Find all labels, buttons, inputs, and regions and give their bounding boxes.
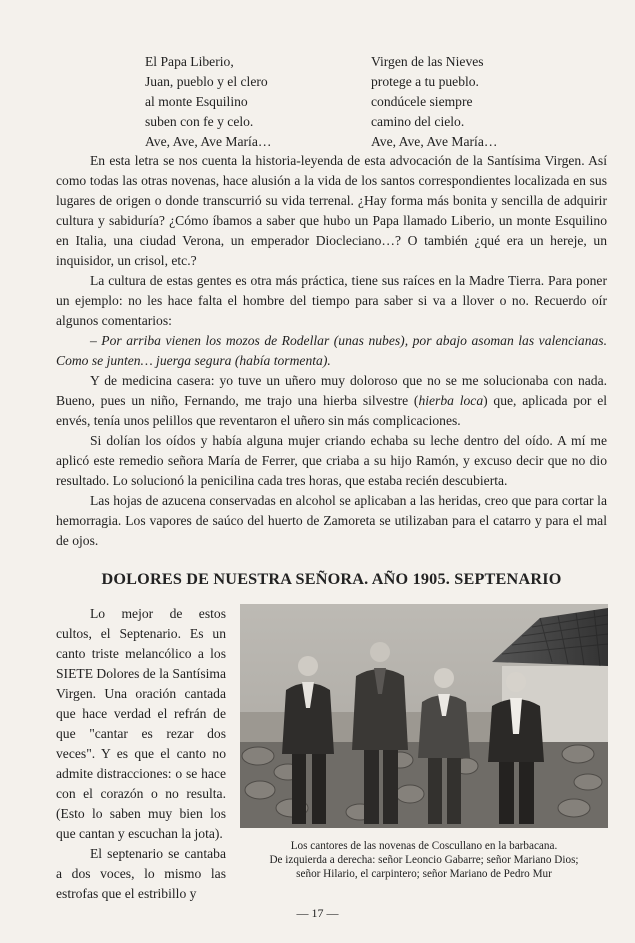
paragraph: Las hojas de azucena conservadas en alcohol se aplicaban a las heridas, creo que para cortar la hemorragia. Los vapores de saúco del huerto de Zamoreta se utilizaban para el catarro y para el mal de ojos.: [56, 493, 607, 548]
paragraph: En esta letra se nos cuenta la historia-leyenda de esta advocación de la Santísima Virgen. Así como todas las otras novenas, hace alusión a la vida de los santos correspondientes localizada en sus lugares de origen o donde transcurrió su vida terrenal. ¿Hay forma más bonita y sencilla de adquirir cultura y sabiduría? ¿Cómo íbamos a saber que hubo un Papa llamado Liberio, un monte Esquilino en Italia, una ciudad Verona, un emperador Diocleciano…? O también ¿qué era un hereje, un inquisidor, un crisol, etc.?: [56, 153, 607, 268]
photo-caption: [240, 839, 608, 881]
verse-column-left: [145, 52, 271, 152]
paragraph: La cultura de estas gentes es otra más práctica, tiene sus raíces en la Madre Tierra. Para poner un ejemplo: no les hace falta el hombre del tiempo para saber si va a llover o no. Recuerdo oír algunos comentarios:: [56, 273, 607, 328]
verse-line: condúcele siempre: [371, 94, 473, 109]
caption-line: Los cantores de las novenas de Coscullano en la barbacana.: [290, 840, 558, 852]
body-text: [56, 151, 607, 551]
paragraph: [56, 371, 607, 431]
verse-line: camino del cielo.: [371, 114, 465, 129]
verse-line: El Papa Liberio,: [145, 54, 234, 69]
page-number: — 17 —: [296, 906, 339, 920]
verse-line: protege a tu pueblo.: [371, 74, 479, 89]
verse-line: Juan, pueblo y el clero: [145, 74, 268, 89]
text-run: ) que, aplicada por el envés, tenía unos pelillos que reventaron el uñero sin más complicaciones.: [56, 393, 608, 428]
verse-line: Ave, Ave, Ave María…: [371, 134, 498, 149]
weather-saying-quote: – Por arriba vienen los mozos de Rodellar (unas nubes), por abajo asoman las valencianas. Como se junten… juerga segura (había tormenta).: [56, 333, 607, 368]
paragraph: Lo mejor de estos cultos, el Septenario. Es un canto triste melancólico a los SIETE Dolores de la Santísima Virgen. Una oración cantada que hace verdad el refrán de que "cantar es rezar dos veces". Y es que el canto no admite distracciones: o se hace con el corazón o no resulta. (Esto lo saben muy bien los que cantan y escuchan la jota).: [56, 606, 226, 841]
verse-line: suben con fe y celo.: [145, 114, 254, 129]
paragraph: El septenario se cantaba a dos voces, lo mismo las estrofas que el estribillo y: [56, 846, 226, 901]
verse-line: al monte Esquilino: [145, 94, 248, 109]
group-photo: [240, 604, 608, 828]
section-heading: DOLORES DE NUESTRA SEÑORA. AÑO 1905. SEPTENARIO: [101, 570, 562, 588]
verse-line: Virgen de las Nieves: [371, 54, 484, 69]
caption-line: De izquierda a derecha: señor Leoncio Gabarre; señor Mariano Dios;: [269, 854, 579, 866]
paragraph: Si dolían los oídos y había alguna mujer criando echaba su leche dentro del oído. A mí me aplicó este remedio señora María de Ferrer, que criaba a su hijo Ramón, y excuso decir que no dio resultado. Lo solucionó la penicilina cada tres horas, que estaba recién descubierta.: [56, 433, 607, 488]
section-body-text: [56, 604, 226, 904]
verse-column-right: [371, 52, 497, 152]
italic-term: hierba loca: [418, 393, 484, 408]
photo-illustration: [240, 604, 608, 828]
verse-line: Ave, Ave, Ave María…: [145, 134, 272, 149]
caption-line: señor Hilario, el carpintero; señor Mariano de Pedro Mur: [296, 868, 552, 880]
text-run: Y de medicina casera: yo tuve un uñero muy doloroso que no se me solucionaba con nada. Bueno, pues un niño, Fernando, me trajo una hierba silvestre (: [56, 373, 607, 408]
